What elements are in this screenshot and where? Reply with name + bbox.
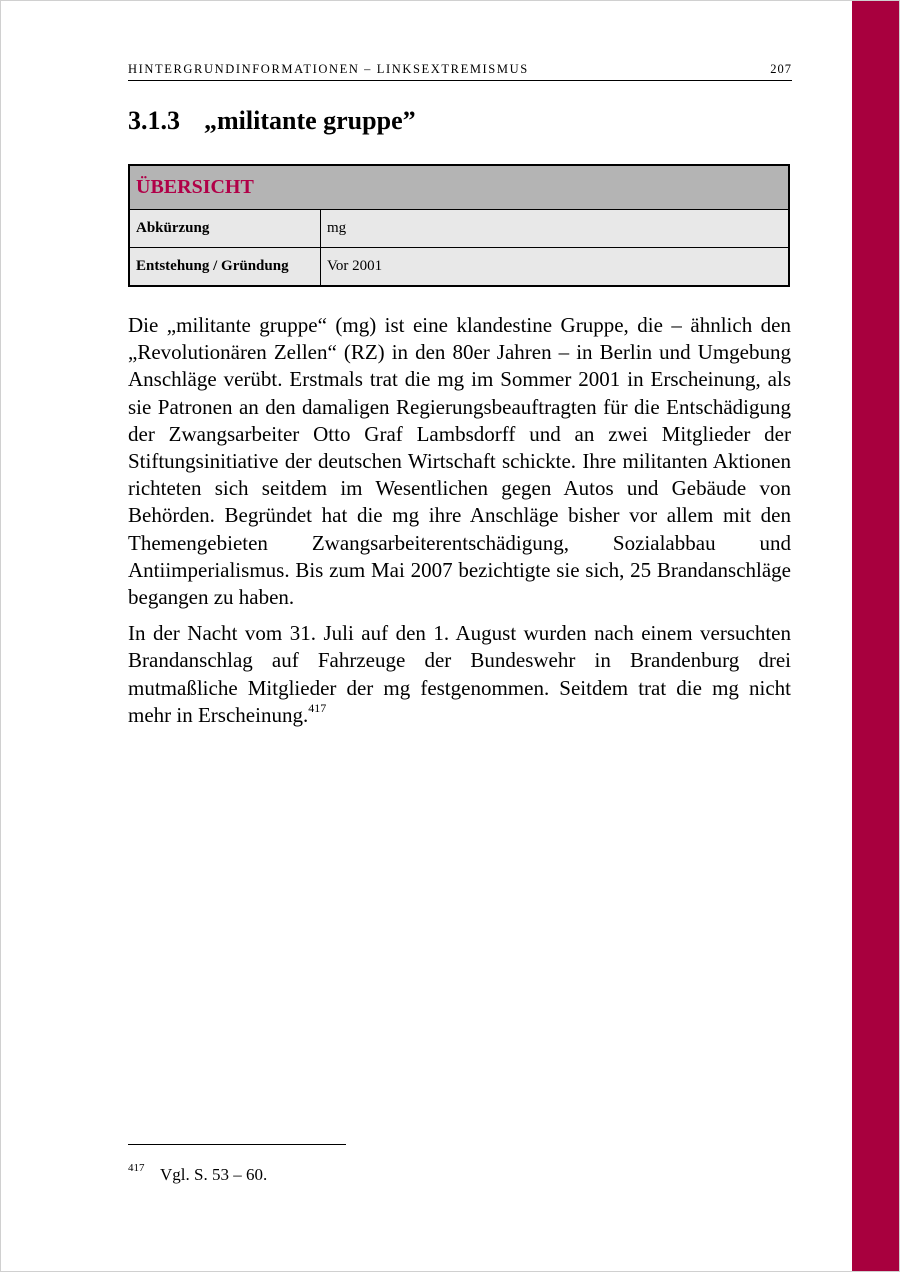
footnote <box>128 1162 267 1185</box>
overview-heading: ÜBERSICHT <box>129 165 789 210</box>
body-text <box>128 312 791 738</box>
overview-label: Abkürzung <box>129 210 321 248</box>
running-header-title: HINTERGRUNDINFORMATIONEN – LINKSEXTREMISMUS <box>128 62 529 76</box>
footnote-divider <box>128 1144 346 1145</box>
section-title: „militante gruppe” <box>204 106 416 135</box>
paragraph <box>128 620 791 729</box>
overview-value: mg <box>321 210 790 248</box>
paragraph: Die „militante gruppe“ (mg) ist eine klandestine Gruppe, die – ähnlich den „Revolutionären Zellen“ (RZ) in den 80er Jahren – in Berlin und Umgebung Anschläge verübt. Erstmals trat die mg im Sommer 2001 in Erscheinung, als sie Patronen an den damaligen Regierungsbeauftragten für die Entschädigung der Zwangsarbeiter Otto Graf Lambsdorff und an zwei Mitglieder der Stiftungsinitiative der deutschen Wirtschaft schickte. Ihre militanten Aktionen richteten sich seitdem im Wesentlichen gegen Autos und Gebäude von Behörden. Begründet hat die mg ihre Anschläge bisher vor allem mit den Themengebieten Zwangsarbeiterentschädigung, Sozialabbau und Antiimperialismus. Bis zum Mai 2007 bezichtigte sie sich, 25 Brandanschläge begangen zu haben. <box>128 313 791 610</box>
footnote-text: Vgl. S. 53 – 60. <box>160 1165 268 1184</box>
overview-value: Vor 2001 <box>321 248 790 287</box>
footnote-reference[interactable]: 417 <box>308 700 327 715</box>
overview-table <box>128 164 790 287</box>
section-heading <box>128 106 416 136</box>
overview-label: Entstehung / Gründung <box>129 248 321 287</box>
table-row <box>129 210 789 248</box>
paragraph-text: In der Nacht vom 31. Juli auf den 1. August wurden nach einem versuchten Brandanschlag auf Fahrzeuge der Bundeswehr in Brandenburg drei mutmaßliche Mitglieder der mg festgenommen. Seitdem trat die mg nicht mehr in Erscheinung. <box>128 621 791 727</box>
section-number: 3.1.3 <box>128 106 180 135</box>
page-number: 207 <box>770 62 792 76</box>
overview-header-row <box>129 165 789 210</box>
running-header <box>128 62 792 81</box>
table-row <box>129 248 789 287</box>
side-color-bar <box>852 1 899 1271</box>
footnote-mark: 417 <box>128 1162 145 1174</box>
